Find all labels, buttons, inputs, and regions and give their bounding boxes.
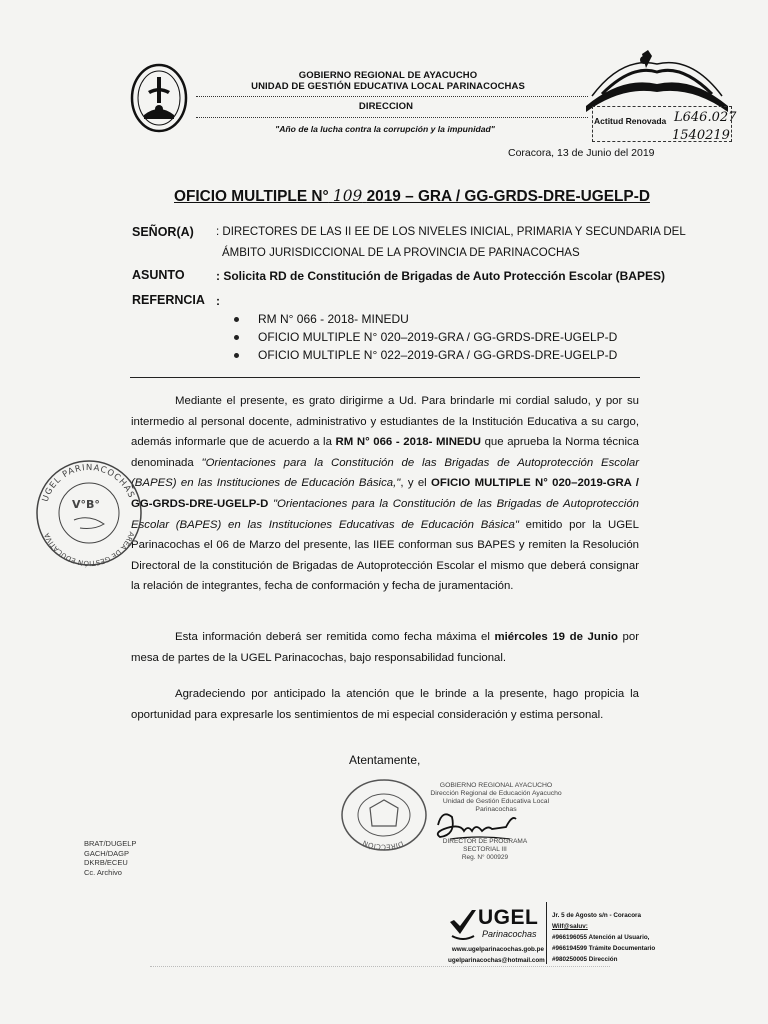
section-divider [130,377,640,378]
title-suffix: 2019 – GRA / GG-GRDS-DRE-UGELP-D [366,188,650,205]
bullet-icon [234,317,239,322]
body-paragraph-1: Mediante el presente, es grato dirigirme a Ud. Para brindarle mi cordial saludo, y por su intermedio al personal docente, administrativo y estudiantes de la Institución Educativa a su cargo, además informarle que de acuerdo a la RM N° 066 - 2018- MINEDU que aprueba la Norma técnica denominada "Orientaciones para la Constitución de las Brigadas de Autoprotección Escolar (BAPES) en las Instituciones de Educación Básica,", y el OFICIO MULTIPLE N° 020–2019-GRA / GG-GRDS-DRE-UGELP-D "Orientaciones para la Constitución de las Brigadas de Autoprotección Escolar (BAPES) en las Instituciones Educativas de Educación Básica" emitido por la UGEL Parinacochas el 06 de Marzo del presente, las IIEE conforman sus BAPES y remiten la Resolución Directoral de la constitución de Brigadas de Autoprotección Escolar el mismo que deberá consignar la relación de integrantes, fecha de conformación y fecha de juramentación. [131,395,640,593]
footer-address: Jr. 5 de Agosto s/n - Coracora [552,912,641,919]
reference-text: OFICIO MULTIPLE N° 022–2019-GRA / GG-GRDS-DRE-UGELP-D [258,348,618,362]
svg-text:AREA DE GESTIÓN EDUCATIVA: AREA DE GESTIÓN EDUCATIVA [42,530,136,568]
ugel-check-icon [448,908,478,940]
footer-divider [546,902,547,964]
ugel-stamp-left [34,458,144,568]
sig-line-1: GOBIERNO REGIONAL AYACUCHO [439,782,553,789]
footer-bottom-dots [150,966,610,967]
body-paragraph-2: Esta información deberá ser remitida como fecha máxima el miércoles 19 de Junio por mesa de partes de la UGEL Parinacochas, bajo responsabilidad funcional. [131,631,639,664]
direccion-seal [340,778,428,852]
header-gov: GOBIERNO REGIONAL DE AYACUCHO [298,70,478,81]
footer-phone-1: #966196055 Atención al Usuario, [552,934,650,941]
reference-text: RM N° 066 - 2018- MINEDU [258,312,409,326]
closing: Atentamente, [349,753,421,767]
footer-contact-details [552,910,655,965]
header-motto: "Año de la lucha contra la corrupción y la impunidad" [275,124,495,134]
handwritten-number-2: 1540219 [672,128,730,143]
footer-logo-text: UGEL [478,906,539,929]
footer-phone-2: #966194599 Trámite Documentario [552,945,656,952]
initials-line: GACH/DAGP [84,848,130,858]
header-divider-bottom [196,117,588,118]
footer-contact-web [448,944,544,966]
bullet-icon [234,353,239,358]
footer-web: www.ugelparinacochas.gob.pe [451,946,544,953]
seal-icon [340,778,428,852]
footer-address-2: Wilf@saluv: [552,923,588,930]
header-unit: UNIDAD DE GESTIÓN EDUCATIVA LOCAL PARINACOCHAS [251,81,525,92]
svg-text:UGEL PARINACOCHAS: UGEL PARINACOCHAS [40,462,137,504]
title-prefix: OFICIO MULTIPLE N° [174,188,329,205]
header-divider-top [196,96,588,97]
reference-text: OFICIO MULTIPLE N° 020–2019-GRA / GG-GRDS-DRE-UGELP-D [258,330,618,344]
footer-email: ugelparinacochas@hotmail.com [448,957,545,964]
actitud-renovada-label: Actitud Renovada [594,116,667,126]
asunto-label: ASUNTO [132,268,185,282]
actitud-renovada-logo [582,46,737,161]
svg-text:DIRECCIÓN: DIRECCIÓN [361,838,405,851]
initials-line: Cc. Archivo [84,867,122,877]
referencia-label: REFERNCIA [132,293,205,307]
initials-block [84,839,136,877]
footer-logo [448,906,544,946]
initials-line: BRAT/DUGELP [84,839,137,848]
asunto-value: : Solicita RD de Constitución de Brigadas de Auto Protección Escolar (BAPES) [216,269,665,283]
title-handwritten-number: 109 [332,187,363,205]
footer-logo-sub: Parinacochas [482,929,537,939]
sig-line-3: Unidad de Gestión Educativa Local [442,798,550,805]
handwritten-number-1: L646.027 [674,110,737,125]
sig-line-5: DIRECTOR DE PROGRAMA SECTORIAL III [442,838,528,853]
sig-line-6: Reg. N° 000929 [461,854,509,861]
footer-phone-3: #980250005 Dirección [552,956,618,963]
document-date: Coracora, 13 de Junio del 2019 [508,147,655,159]
senor-label: SEÑOR(A) [132,225,194,239]
stamp-seal-icon [34,458,144,568]
initials-line: DKRB/ECEU [84,858,128,867]
document-title [174,187,650,206]
sig-line-2: Dirección Regional de Educación Ayacucho [430,790,562,797]
referencia-colon: : [216,294,220,308]
header-direccion: DIRECCION [358,101,414,112]
emblem-icon [130,63,188,133]
senor-value-line2: ÁMBITO JURISDICCIONAL DE LA PROVINCIA DE PARINACOCHAS [222,247,580,259]
bullet-icon [234,335,239,340]
sig-line-4: Parinacochas [475,806,517,813]
senor-value-line1: : DIRECTORES DE LAS II EE DE LOS NIVELES INICIAL, PRIMARIA Y SECUNDARIA DEL [216,226,686,238]
signature-title [430,838,540,862]
body-paragraph-3: Agradeciendo por anticipado la atención que le brinde a la presente, hago propicia la oportunidad para expresarle los sentimientos de mi especial consideración y estima personal. [131,688,639,721]
ugel-logo-left [130,63,188,133]
svg-text:V°B°: V°B° [72,498,100,511]
